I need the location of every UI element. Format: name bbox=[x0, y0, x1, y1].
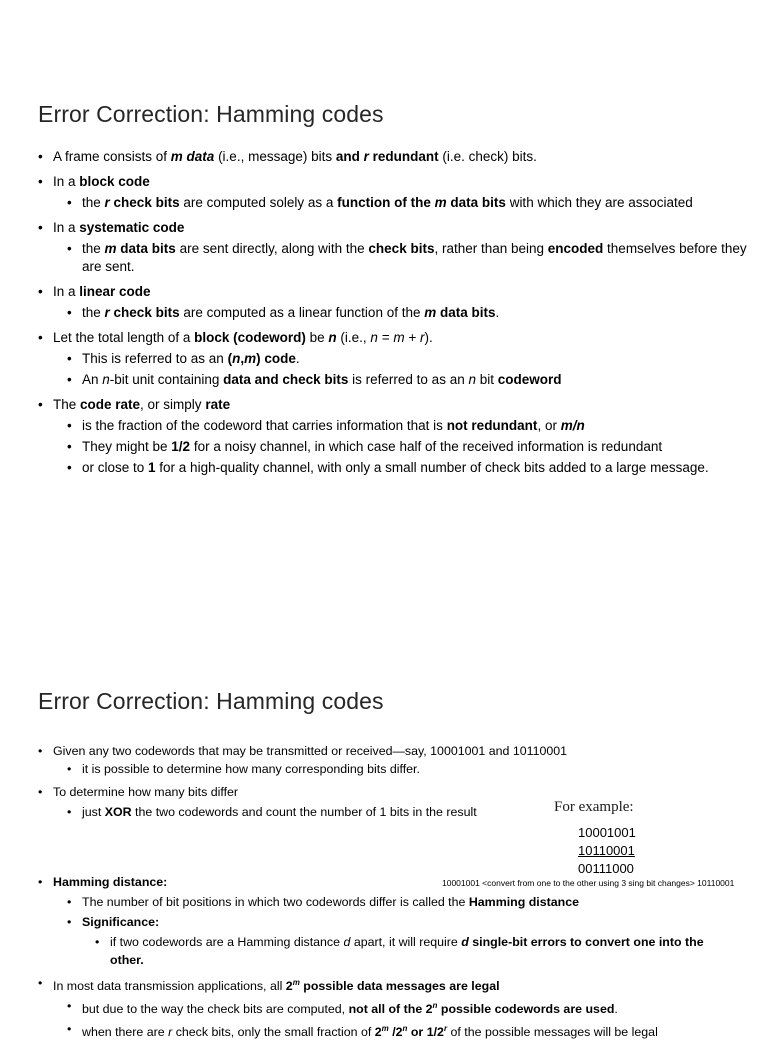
bullet-how-many-differ: • To determine how many bits differ bbox=[38, 785, 239, 799]
example-xor-result: 00111000 bbox=[578, 861, 634, 876]
sub-bullet-not-all-used: • but due to the way the check bits are computed, not all of the 2$^n$ possible codewords are used. bbox=[67, 999, 618, 1017]
sub-bullet-distance-definition: • The number of bit positions in which two codewords differ is called the Hamming distance bbox=[67, 895, 580, 909]
slide-2-bullets bbox=[0, 742, 768, 1041]
bullet-hamming-distance: • Hamming distance: bbox=[38, 875, 168, 889]
example-codeword-1: 10001001 bbox=[578, 825, 636, 840]
sub-bullet-legal-fraction: • when there are r check bits, only the small fraction of 2$^m$ /2$^n$ or 1/2$^r$ of the possible messages will be legal bbox=[67, 1022, 658, 1040]
sub-bullet-linear-check-bits: • the r check bits are computed as a linear function of the m data bits. bbox=[67, 305, 500, 320]
bullet-code-rate: • The code rate, or simply rate bbox=[38, 397, 231, 412]
slide-1-title: Error Correction: Hamming codes bbox=[38, 101, 384, 127]
sub-bullet-nm-code: • This is referred to as an (n,m) code. bbox=[67, 351, 300, 366]
sub-bullet-systematic-data-bits: • the m data bits are sent directly, along with the check bits, rather than being encoded themselves before they are sent. bbox=[67, 241, 747, 274]
sub-bullet-block-code-check-bits: • the r check bits are computed solely as a function of the m data bits with which they are associated bbox=[67, 195, 693, 210]
bullet-legal-messages: • In most data transmission applications, all 2$^m$ possible data messages are legal bbox=[38, 976, 500, 994]
xor-example-box bbox=[540, 797, 670, 877]
sub-bullet-noisy-channel: • They might be 1/2 for a noisy channel, in which case half of the received information is redundant bbox=[67, 439, 663, 454]
slide-2-title: Error Correction: Hamming codes bbox=[38, 688, 384, 714]
bullet-block-code: • In a block code bbox=[38, 174, 150, 189]
bullet-two-codewords: • Given any two codewords that may be transmitted or received—say, 10001001 and 10110001 bbox=[38, 744, 568, 758]
sub-bullet-n-bit-codeword: • An n-bit unit containing data and check bits is referred to as an n bit codeword bbox=[67, 372, 562, 387]
bullet-block-length: • Let the total length of a block (codeword) be n (i.e., n = m + r). bbox=[38, 330, 433, 345]
sub-bullet-rate-fraction: • is the fraction of the codeword that carries information that is not redundant, or m/n bbox=[67, 418, 585, 433]
bullet-frame-definition: • A frame consists of m data (i.e., message) bits and r redundant (i.e. check) bits. bbox=[38, 149, 537, 164]
example-label: For example: bbox=[554, 799, 634, 815]
sub-bullet-high-quality-channel: • or close to 1 for a high-quality channel, with only a small number of check bits added to a large message. bbox=[67, 460, 709, 475]
bullet-linear-code: • In a linear code bbox=[38, 284, 151, 299]
sub-bullet-significance: • Significance: bbox=[67, 915, 160, 929]
example-caption: 10001001 <convert from one to the other using 3 sing bit changes> 10110001 bbox=[442, 878, 735, 888]
sub-bullet-determine-differ: • it is possible to determine how many corresponding bits differ. bbox=[67, 762, 420, 776]
example-codeword-2: 10110001 bbox=[578, 843, 635, 858]
sub-bullet-xor: • just XOR the two codewords and count the number of 1 bits in the result bbox=[67, 805, 477, 819]
sub-sub-bullet-d-errors: • if two codewords are a Hamming distance d apart, it will require d single-bit errors to convert one into the other. bbox=[95, 935, 704, 967]
slide-2 bbox=[0, 592, 768, 1040]
slide-1-bullets bbox=[0, 148, 768, 477]
bullet-systematic-code: • In a systematic code bbox=[38, 220, 185, 235]
